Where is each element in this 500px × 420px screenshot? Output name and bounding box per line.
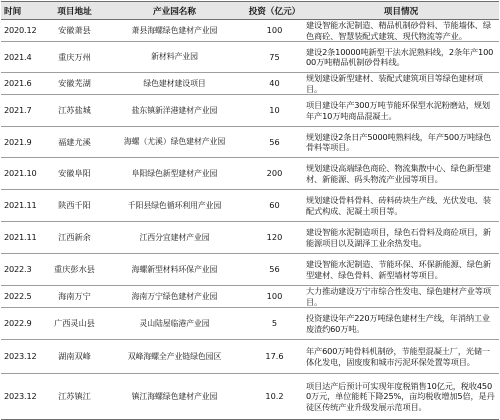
cell-location: 湖南双峰	[46, 340, 103, 374]
cell-park-name: 灵山陆屋临港产业园	[103, 308, 246, 340]
cell-description: 建设智能水泥制造、节能环保、环保新能源、绿色新型建材、绿色骨料、新型墙材等项目。	[303, 254, 499, 286]
cell-location: 重庆万州	[46, 42, 103, 73]
table-row	[1, 340, 499, 374]
table-row	[1, 20, 499, 42]
cell-description: 规划建设新型建材、装配式建筑项目等绿色建材项目。	[303, 73, 499, 95]
table-row	[1, 374, 499, 420]
cell-investment: 120	[246, 222, 303, 254]
cell-time: 2021.10	[1, 158, 46, 190]
cell-location: 安徽阜阳	[46, 158, 103, 190]
header-description: 项目情况	[303, 2, 499, 20]
cell-location: 江苏镇江	[46, 374, 103, 420]
cell-investment: 5	[246, 308, 303, 340]
cell-description: 建设智能水泥制造项目，绿色石骨料及商砼项目，新能源项目以及湖泽工业余热发电。	[303, 222, 499, 254]
cell-park-name: 海螺新型材料环保产业园	[103, 254, 246, 286]
cell-investment: 60	[246, 190, 303, 222]
table-row	[1, 308, 499, 340]
cell-time: 2021.11	[1, 190, 46, 222]
cell-location: 安徽萧县	[46, 20, 103, 42]
cell-park-name: 双峰海螺全产业链绿色园区	[103, 340, 246, 374]
table-header-row	[1, 2, 499, 20]
cell-description: 大力推动建设万宁市综合性发电、绿色建材产业等项目。	[303, 286, 499, 308]
cell-investment: 17.6	[246, 340, 303, 374]
industrial-park-table	[1, 1, 499, 420]
cell-investment: 75	[246, 42, 303, 73]
cell-time: 2022.9	[1, 308, 46, 340]
cell-park-name: 新材料产业园	[103, 42, 246, 73]
cell-location: 重庆彭水县	[46, 254, 103, 286]
cell-park-name: 萧县海螺绿色建材产业园	[103, 20, 246, 42]
header-location: 项目地址	[46, 2, 103, 20]
cell-time: 2021.11	[1, 222, 46, 254]
cell-park-name: 江西分宜建材产业园	[103, 222, 246, 254]
cell-time: 2021.9	[1, 127, 46, 158]
cell-investment: 100	[246, 20, 303, 42]
cell-investment: 40	[246, 73, 303, 95]
cell-time: 2022.5	[1, 286, 46, 308]
cell-time: 2023.12	[1, 374, 46, 420]
cell-description: 建设智能水泥制造、精品机制砂骨料、节能墙体、绿色商砼、智慧装配式建筑、现代物流等产业。	[303, 20, 499, 42]
cell-investment: 10	[246, 95, 303, 127]
table-row	[1, 127, 499, 158]
cell-investment: 10.2	[246, 374, 303, 420]
cell-investment: 56	[246, 254, 303, 286]
header-park-name: 产业园名称	[103, 2, 246, 20]
cell-time: 2021.6	[1, 73, 46, 95]
cell-park-name: 海南万宁绿色建材产业园	[103, 286, 246, 308]
cell-description: 规划建设2条日产5000吨熟料线，年产500万吨绿色骨料等项目。	[303, 127, 499, 158]
table-row	[1, 42, 499, 73]
table-row	[1, 286, 499, 308]
cell-park-name: 绿色建材建设项目	[103, 73, 246, 95]
table-row	[1, 95, 499, 127]
cell-park-name: 盐东镇新洋港建材产业园	[103, 95, 246, 127]
table-row	[1, 190, 499, 222]
cell-location: 江苏盐城	[46, 95, 103, 127]
cell-time: 2023.12	[1, 340, 46, 374]
cell-description: 投资建设年产220万吨绿色建材生产线，年消纳工业废渣约60万吨。	[303, 308, 499, 340]
cell-description: 年产600万吨骨料机制砂，节能型混凝土厂，光储一体化发电，固废废和城市污泥环保处置等项目。	[303, 340, 499, 374]
cell-investment: 200	[246, 158, 303, 190]
cell-location: 福建尤溪	[46, 127, 103, 158]
cell-description: 规划建设高端绿色商砼、物流集散中心、绿色新型建材、新能源、码头物流产业园等项目。	[303, 158, 499, 190]
cell-description: 规划建设骨料骨料、砖料砖块生产线、光伏发电、装配式构成、泥凝土项目等。	[303, 190, 499, 222]
cell-description: 项目达产后预计可实现年度税销售10亿元，税收4500万元，单位能耗下降25%，亩均税收增加5倍，是丹徒区传统产业升级发展示范项目。	[303, 374, 499, 420]
cell-investment: 100	[246, 286, 303, 308]
header-investment: 投资（亿元）	[246, 2, 303, 20]
cell-time: 2021.4	[1, 42, 46, 73]
cell-park-name: 千阳县绿色循环利用产业园	[103, 190, 246, 222]
table-row	[1, 158, 499, 190]
table-row	[1, 222, 499, 254]
cell-time: 2020.12	[1, 20, 46, 42]
cell-location: 陕西千阳	[46, 190, 103, 222]
cell-location: 安徽芜湖	[46, 73, 103, 95]
header-time: 时间	[1, 2, 46, 20]
cell-description: 项目建设年产300万吨节能环保型水泥粉磨站，规划年产10万吨商品混凝土。	[303, 95, 499, 127]
cell-time: 2022.3	[1, 254, 46, 286]
table-row	[1, 73, 499, 95]
cell-description: 建设2条10000吨新型干法水泥熟料线，2条年产10000万吨精品机制砂骨料线。	[303, 42, 499, 73]
cell-park-name: 镇江海螺绿色建材产业园	[103, 374, 246, 420]
cell-park-name: 海螺（尤溪）绿色建材产业园	[103, 127, 246, 158]
table-body	[1, 20, 499, 420]
cell-time: 2021.7	[1, 95, 46, 127]
cell-location: 广西灵山县	[46, 308, 103, 340]
cell-investment: 56	[246, 127, 303, 158]
cell-location: 江西新余	[46, 222, 103, 254]
cell-location: 海南万宁	[46, 286, 103, 308]
cell-park-name: 阜阳绿色新型建材产业园	[103, 158, 246, 190]
table-row	[1, 254, 499, 286]
